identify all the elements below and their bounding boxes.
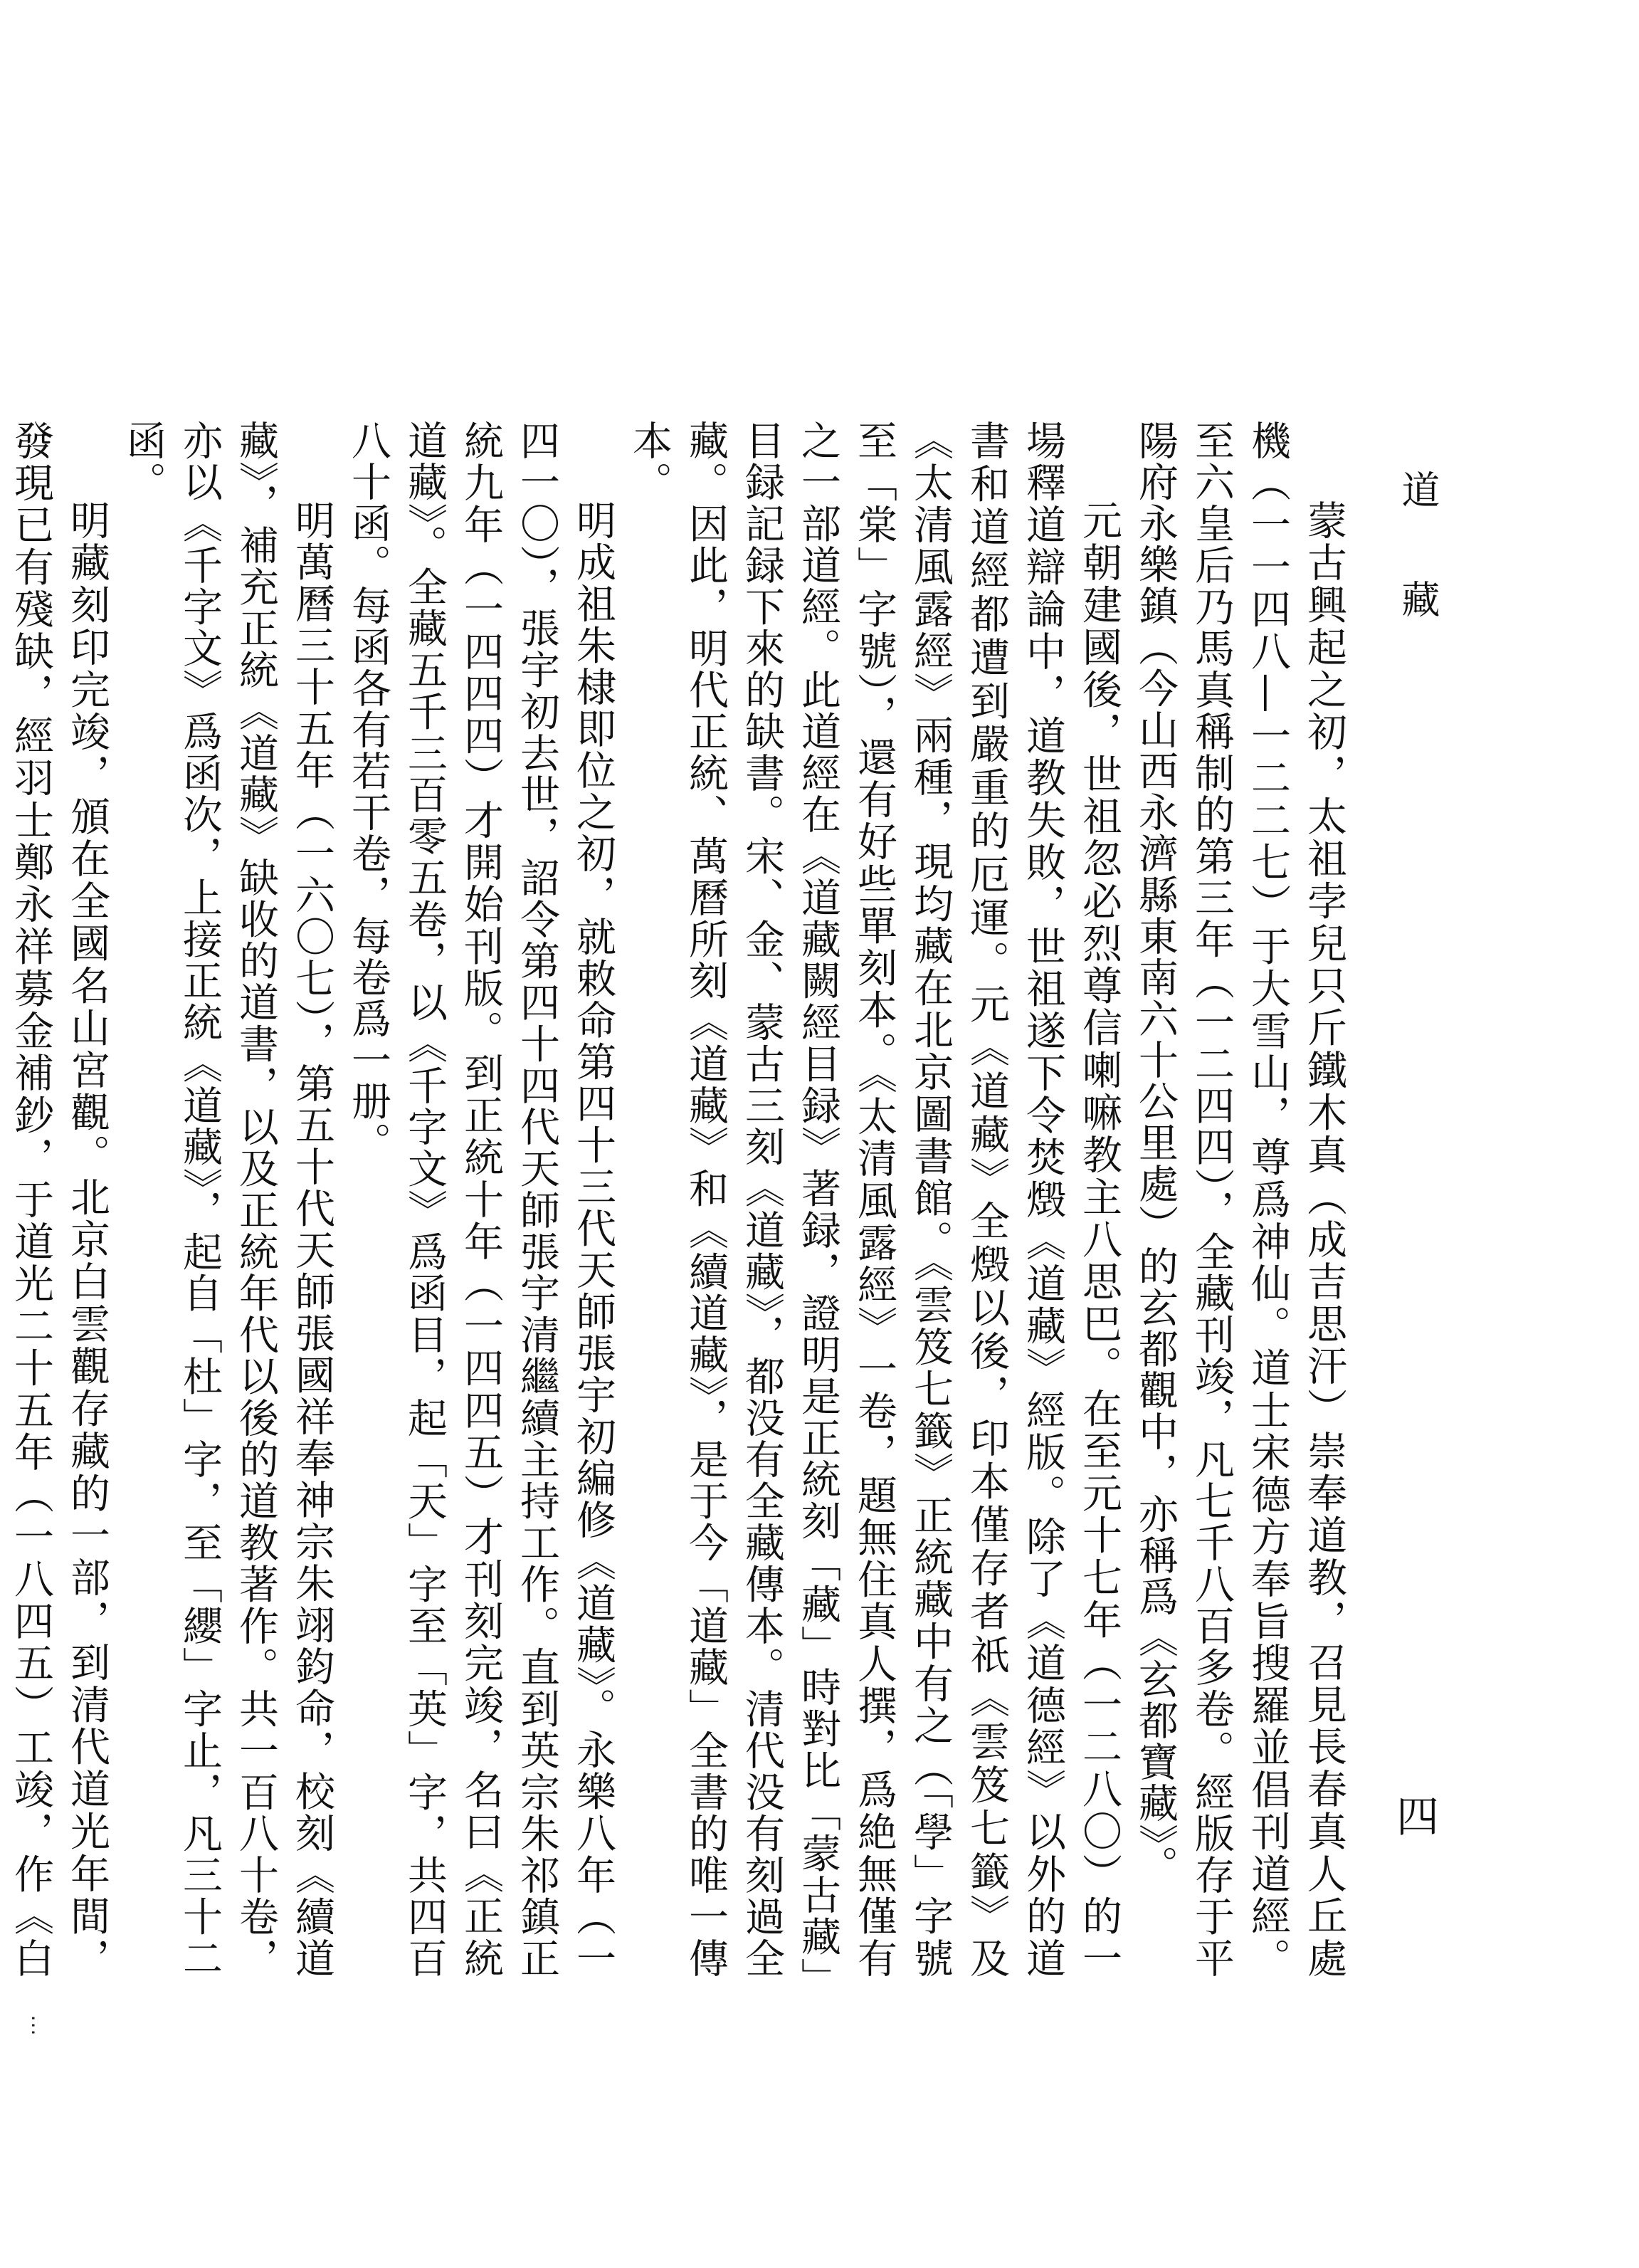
page-number: 四 xyxy=(1389,1794,1439,1837)
paragraph-5: 明藏刻印完竣，頒在全國名山宮觀。北京白雲觀存藏的一部，到清代道光年間，發現已有殘缺，經羽士鄭永祥募金補鈔，于道光二十五年（一八四五）工竣，作《白 xyxy=(8,420,110,1979)
paragraph-3: 明成祖朱棣即位之初，就敕命第四十三代天師張宇初編修《道藏》。永樂八年（一四一〇），張宇初去世，詔令第四十四代天師張宇清繼續主持工作。直到英宗朱祁鎮正統九年（一四四四）才開始刊版。到正統十年（一四四五）才刊刻完竣，名曰《正統道藏》。全藏五千三百零五卷，以《千字文》爲函目，起「天」字至「英」字，共四百八十函。每函各有若干卷，每卷爲一册。 xyxy=(345,420,616,1979)
paragraph-4: 明萬曆三十五年（一六〇七），第五十代天師張國祥奉神宗朱翊鈞命，校刻《續道藏》，補充正統《道藏》缺收的道書，以及正統年代以後的道教著作。共一百八十卷，亦以《千字文》爲函次，上接正統《道藏》，起自「杜」字，至「纓」字止，凡三十二函。 xyxy=(120,420,335,1979)
body-text xyxy=(8,420,1352,1979)
margin-mark: ⋯ xyxy=(21,2015,46,2036)
running-header-title: 道藏 xyxy=(1396,470,1440,689)
paragraph-1: 蒙古興起之初，太祖孛兒只斤鐵木真（成吉思汗）崇奉道教，召見長春真人丘處機（一一四八—一二二七）于大雪山，尊爲神仙。道士宋德方奉旨搜羅並倡刊道經。至六皇后乃馬真稱制的第三年（一二四四），全藏刊竣，凡七千八百多卷。經版存于平陽府永樂鎮（今山西永濟縣東南六十公里處）的玄都觀中，亦稱爲《玄都寶藏》。 xyxy=(1132,420,1347,1979)
paragraph-2: 元朝建國後，世祖忽必烈尊信喇嘛教主八思巴。在至元十七年（一二八〇）的一場釋道辯論中，道教失敗，世祖遂下令焚燬《道藏》經版。除了《道德經》以外的道書和道經都遭到嚴重的厄運。元《道藏》全燬以後，印本僅存者祇《雲笈七籤》及《太清風露經》兩種，現均藏在北京圖書館。《雲笈七籤》正統藏中有之（「學」字號至「棠」字號），還有好些單刻本。《太清風露經》一卷，題無住真人撰，爲絶無僅有之一部道經。此道經在《道藏闕經目録》著録，證明是正統刻「藏」時對比「蒙古藏」目録記録下來的缺書。宋、金、蒙古三刻《道藏》，都没有全藏傳本。清代没有刻過全藏。因此，明代正統、萬曆所刻《道藏》和《續道藏》，是于今「道藏」全書的唯一傳本。 xyxy=(626,420,1122,1979)
